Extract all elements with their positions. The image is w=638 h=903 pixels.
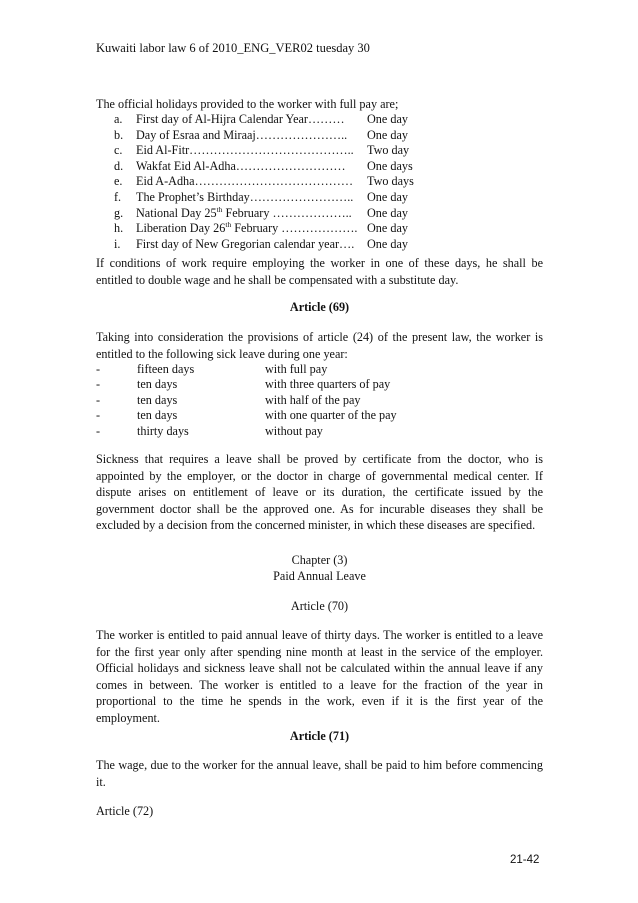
article-70-heading: Article (70)	[290, 599, 349, 613]
page-number: 21-42	[510, 854, 540, 866]
article-71-heading: Article (71)	[289, 729, 350, 743]
document-page: Kuwaiti labor law 6 of 2010_ENG_VER02 tuesday 30 The official holidays provided to the worker with full pay are; a. First day of Al-Hijra Calendar Year……… One day b. Day of Esraa and Miraaj………………….. One day c. Eid Al-Fitr………………………………….. Two day d. Wakfat Eid Al-Adha……………………… One days e. Eid A-Adha………………………………… Two days f. The Prophet’s Birthday…………………….. One day g. National Day 25th February ……………….. One day h. Liberation Day 26th February ………………. One day i. First day of New Gregorian calendar year…. One day If conditions of work require employing the worker in one of these days, he shall be entitled to double wage and he shall be compensated with a substitute day. Article (69) Taking into consideration the provisions of article (24) of the present law, the worker is entitled to the following sick leave during one year: - fifteen days with full pay - ten days with three quarters of pay - ten days with half of the pay - ten days with one quarter of the pay - thirty days without pay Sickness that requires a leave shall be proved by certificate from the doctor, who is appointed by the employer, or the doctor in charge of governmental medical center. If dispute arises on entitlement of leave or its duration, the certificate issued by the government doctor shall be the approved one. As for incurable diseases they shall be excluded by a decision from the concerned minister, in which these diseases are specified. Chapter (3) Paid Annual Leave Article (70) The worker is entitled to paid annual leave of thirty days. The worker is entitled to a leave for the first year only after spending nine month at least in the service of the employer. Official holidays and sickness leave shall not be calculated within the annual leave if any comes in between. The worker is entitled to a leave for the fraction of the year in proportional to the time he spends in the work, even if it is the first year of the employment. Article (71) The wage, due to the worker for the annual leave, shall be paid to him before commencing it. Article (72) 21-42	[96, 41, 543, 866]
chapter-number: Chapter (3)	[291, 553, 348, 567]
sickness-paragraph: Sickness that requires a leave shall be proved by certificate from the doctor, who is appointed by the employer, or the doctor in charge of governmental medical center. If dispute arises on entitlement of leave or its duration, the certificate issued by the government doctor shall be the approved one. As for incurable diseases they shall be excluded by a decision from the concerned minister, in which these diseases are specified.	[96, 452, 543, 533]
annual-leave-paragraph: The worker is entitled to paid annual leave of thirty days. The worker is entitled to a leave for the first year only after spending nine month at least in the service of the employer. Official holidays and sickness leave shall not be calculated within the annual leave if any comes in between. The worker is entitled to a leave for the fraction of the year in proportional to the time he spends in the work, even if it is the first year of the employment.	[96, 628, 543, 725]
article-69-heading: Article (69)	[289, 300, 350, 314]
holiday-work-paragraph: If conditions of work require employing the worker in one of these days, he shall be entitled to double wage and he shall be compensated with a substitute day.	[96, 256, 543, 287]
wage-paragraph: The wage, due to the worker for the annual leave, shall be paid to him before commencing it.	[96, 758, 543, 789]
chapter-title: Paid Annual Leave	[273, 569, 366, 583]
holiday-duration: Two day	[367, 143, 410, 158]
holiday-duration: One day	[367, 236, 408, 251]
holiday-duration: One day	[367, 112, 408, 126]
holiday-duration: Two days	[367, 174, 414, 189]
holiday-duration: One day	[367, 189, 408, 204]
holiday-duration: One day	[367, 205, 408, 220]
article-72-heading: Article (72)	[96, 804, 154, 818]
page-header: Kuwaiti labor law 6 of 2010_ENG_VER02 tuesday 30	[96, 41, 370, 55]
sick-leave-intro: Taking into consideration the provisions of article (24) of the present law, the worker is entitled to the following sick leave during one year:	[96, 330, 543, 361]
holiday-duration: One days	[367, 158, 413, 173]
holiday-duration: One day	[367, 221, 408, 236]
holiday-duration: One day	[367, 127, 408, 142]
holidays-intro: The official holidays provided to the worker with full pay are;	[96, 97, 399, 111]
